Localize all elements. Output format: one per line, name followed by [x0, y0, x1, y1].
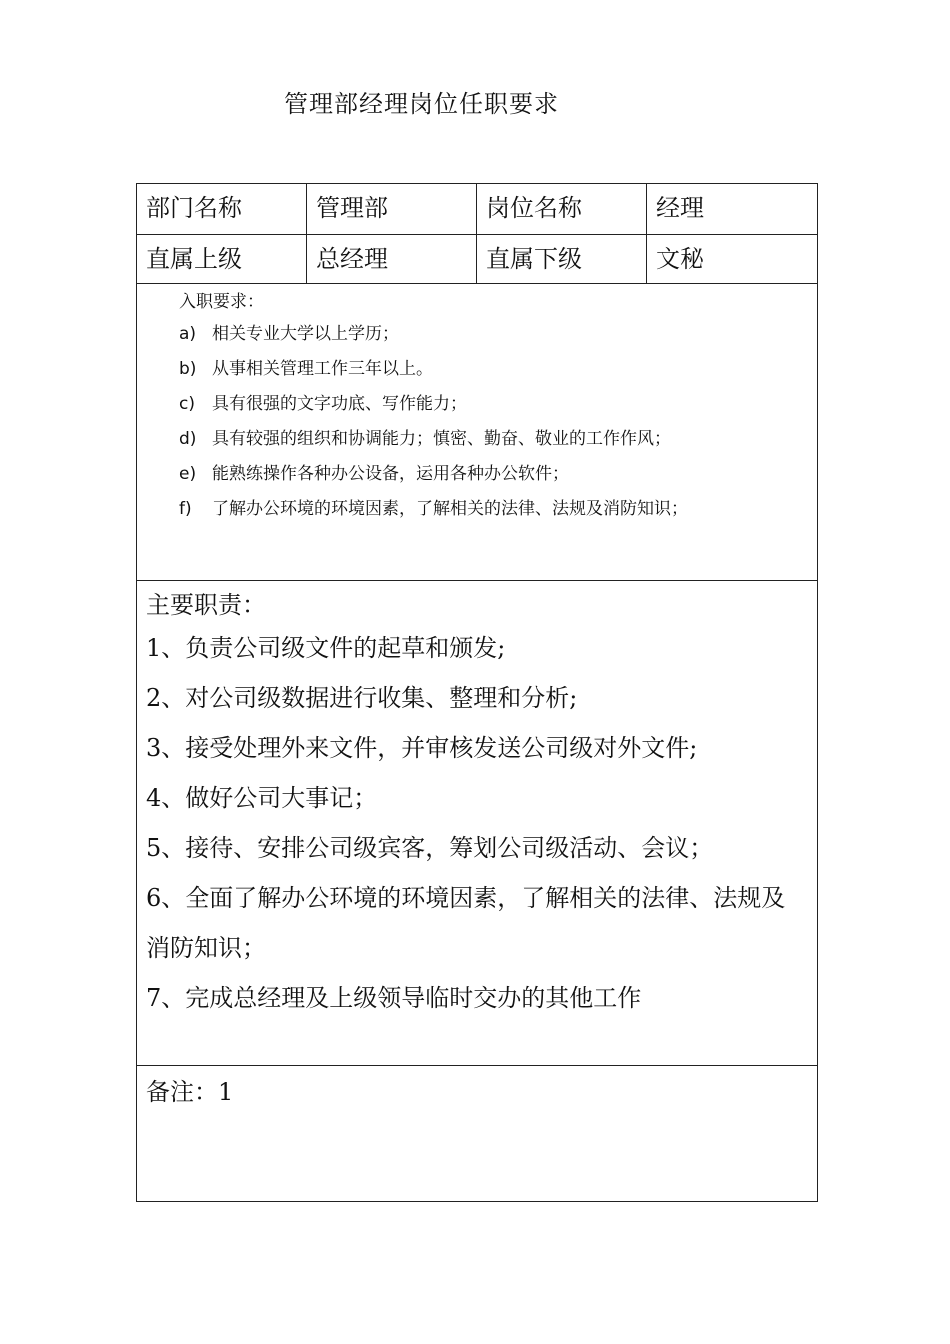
list-marker: a) [179, 324, 197, 344]
subordinate-value-cell [647, 235, 818, 284]
list-item [179, 463, 817, 485]
superior-value: 总经理 [316, 245, 388, 273]
dept-label: 部门名称 [146, 194, 242, 222]
list-marker: c) [179, 394, 195, 414]
list-item [179, 358, 817, 380]
list-item [179, 323, 817, 345]
list-item-text: 具有很强的文字功底、写作能力； [212, 394, 467, 414]
list-marker: e) [179, 464, 197, 484]
requirements-cell [137, 284, 818, 581]
position-value: 经理 [656, 194, 704, 222]
position-value-cell [647, 184, 818, 235]
subordinate-label: 直属下级 [486, 245, 582, 273]
list-item [179, 428, 817, 450]
list-item: 3、接受处理外来文件，并审核发送公司级对外文件; [146, 734, 698, 762]
table-row [137, 1066, 818, 1202]
list-item: 1、负责公司级文件的起草和颁发; [146, 634, 506, 662]
list-item: 7、完成总经理及上级领导临时交办的其他工作 [146, 984, 642, 1012]
superior-label: 直属上级 [146, 245, 242, 273]
duties-heading: 主要职责： [146, 591, 266, 619]
table-row [137, 284, 818, 581]
list-item-text: 能熟练操作各种办公设备，运用各种办公软件； [212, 464, 569, 484]
position-label-cell [477, 184, 647, 235]
job-requirements-table [136, 183, 818, 1202]
duties-cell [137, 581, 818, 1066]
dept-value-cell [307, 184, 477, 235]
page-title: 管理部经理岗位任职要求 [284, 90, 559, 118]
list-item-text: 相关专业大学以上学历； [212, 324, 399, 344]
list-item: 2、对公司级数据进行收集、整理和分析; [146, 684, 578, 712]
list-item: 6、全面了解办公环境的环境因素，了解相关的法律、法规及消防知识； [146, 884, 786, 962]
position-label: 岗位名称 [486, 194, 582, 222]
table-row [137, 581, 818, 1066]
list-item: 4、做好公司大事记； [146, 784, 378, 812]
requirements-list [137, 323, 817, 520]
list-item [179, 498, 817, 520]
table-row [137, 235, 818, 284]
list-item [179, 393, 817, 415]
list-item-text: 了解办公环境的环境因素，了解相关的法律、法规及消防知识； [212, 499, 688, 519]
notes-cell [137, 1066, 818, 1202]
dept-value: 管理部 [316, 194, 388, 222]
superior-label-cell [137, 235, 307, 284]
list-marker: f) [179, 499, 192, 519]
subordinate-label-cell [477, 235, 647, 284]
list-marker: d) [179, 429, 197, 449]
duties-list [137, 623, 817, 1023]
list-item-text: 从事相关管理工作三年以上。 [212, 359, 433, 379]
list-item: 5、接待、安排公司级宾客，筹划公司级活动、会议； [146, 834, 714, 862]
requirements-heading: 入职要求： [179, 292, 264, 312]
table-row [137, 184, 818, 235]
notes-text: 备注：1 [146, 1078, 234, 1106]
superior-value-cell [307, 235, 477, 284]
list-marker: b) [179, 359, 197, 379]
dept-label-cell [137, 184, 307, 235]
list-item-text: 具有较强的组织和协调能力；慎密、勤奋、敬业的工作作风； [212, 429, 671, 449]
subordinate-value: 文秘 [656, 245, 704, 273]
